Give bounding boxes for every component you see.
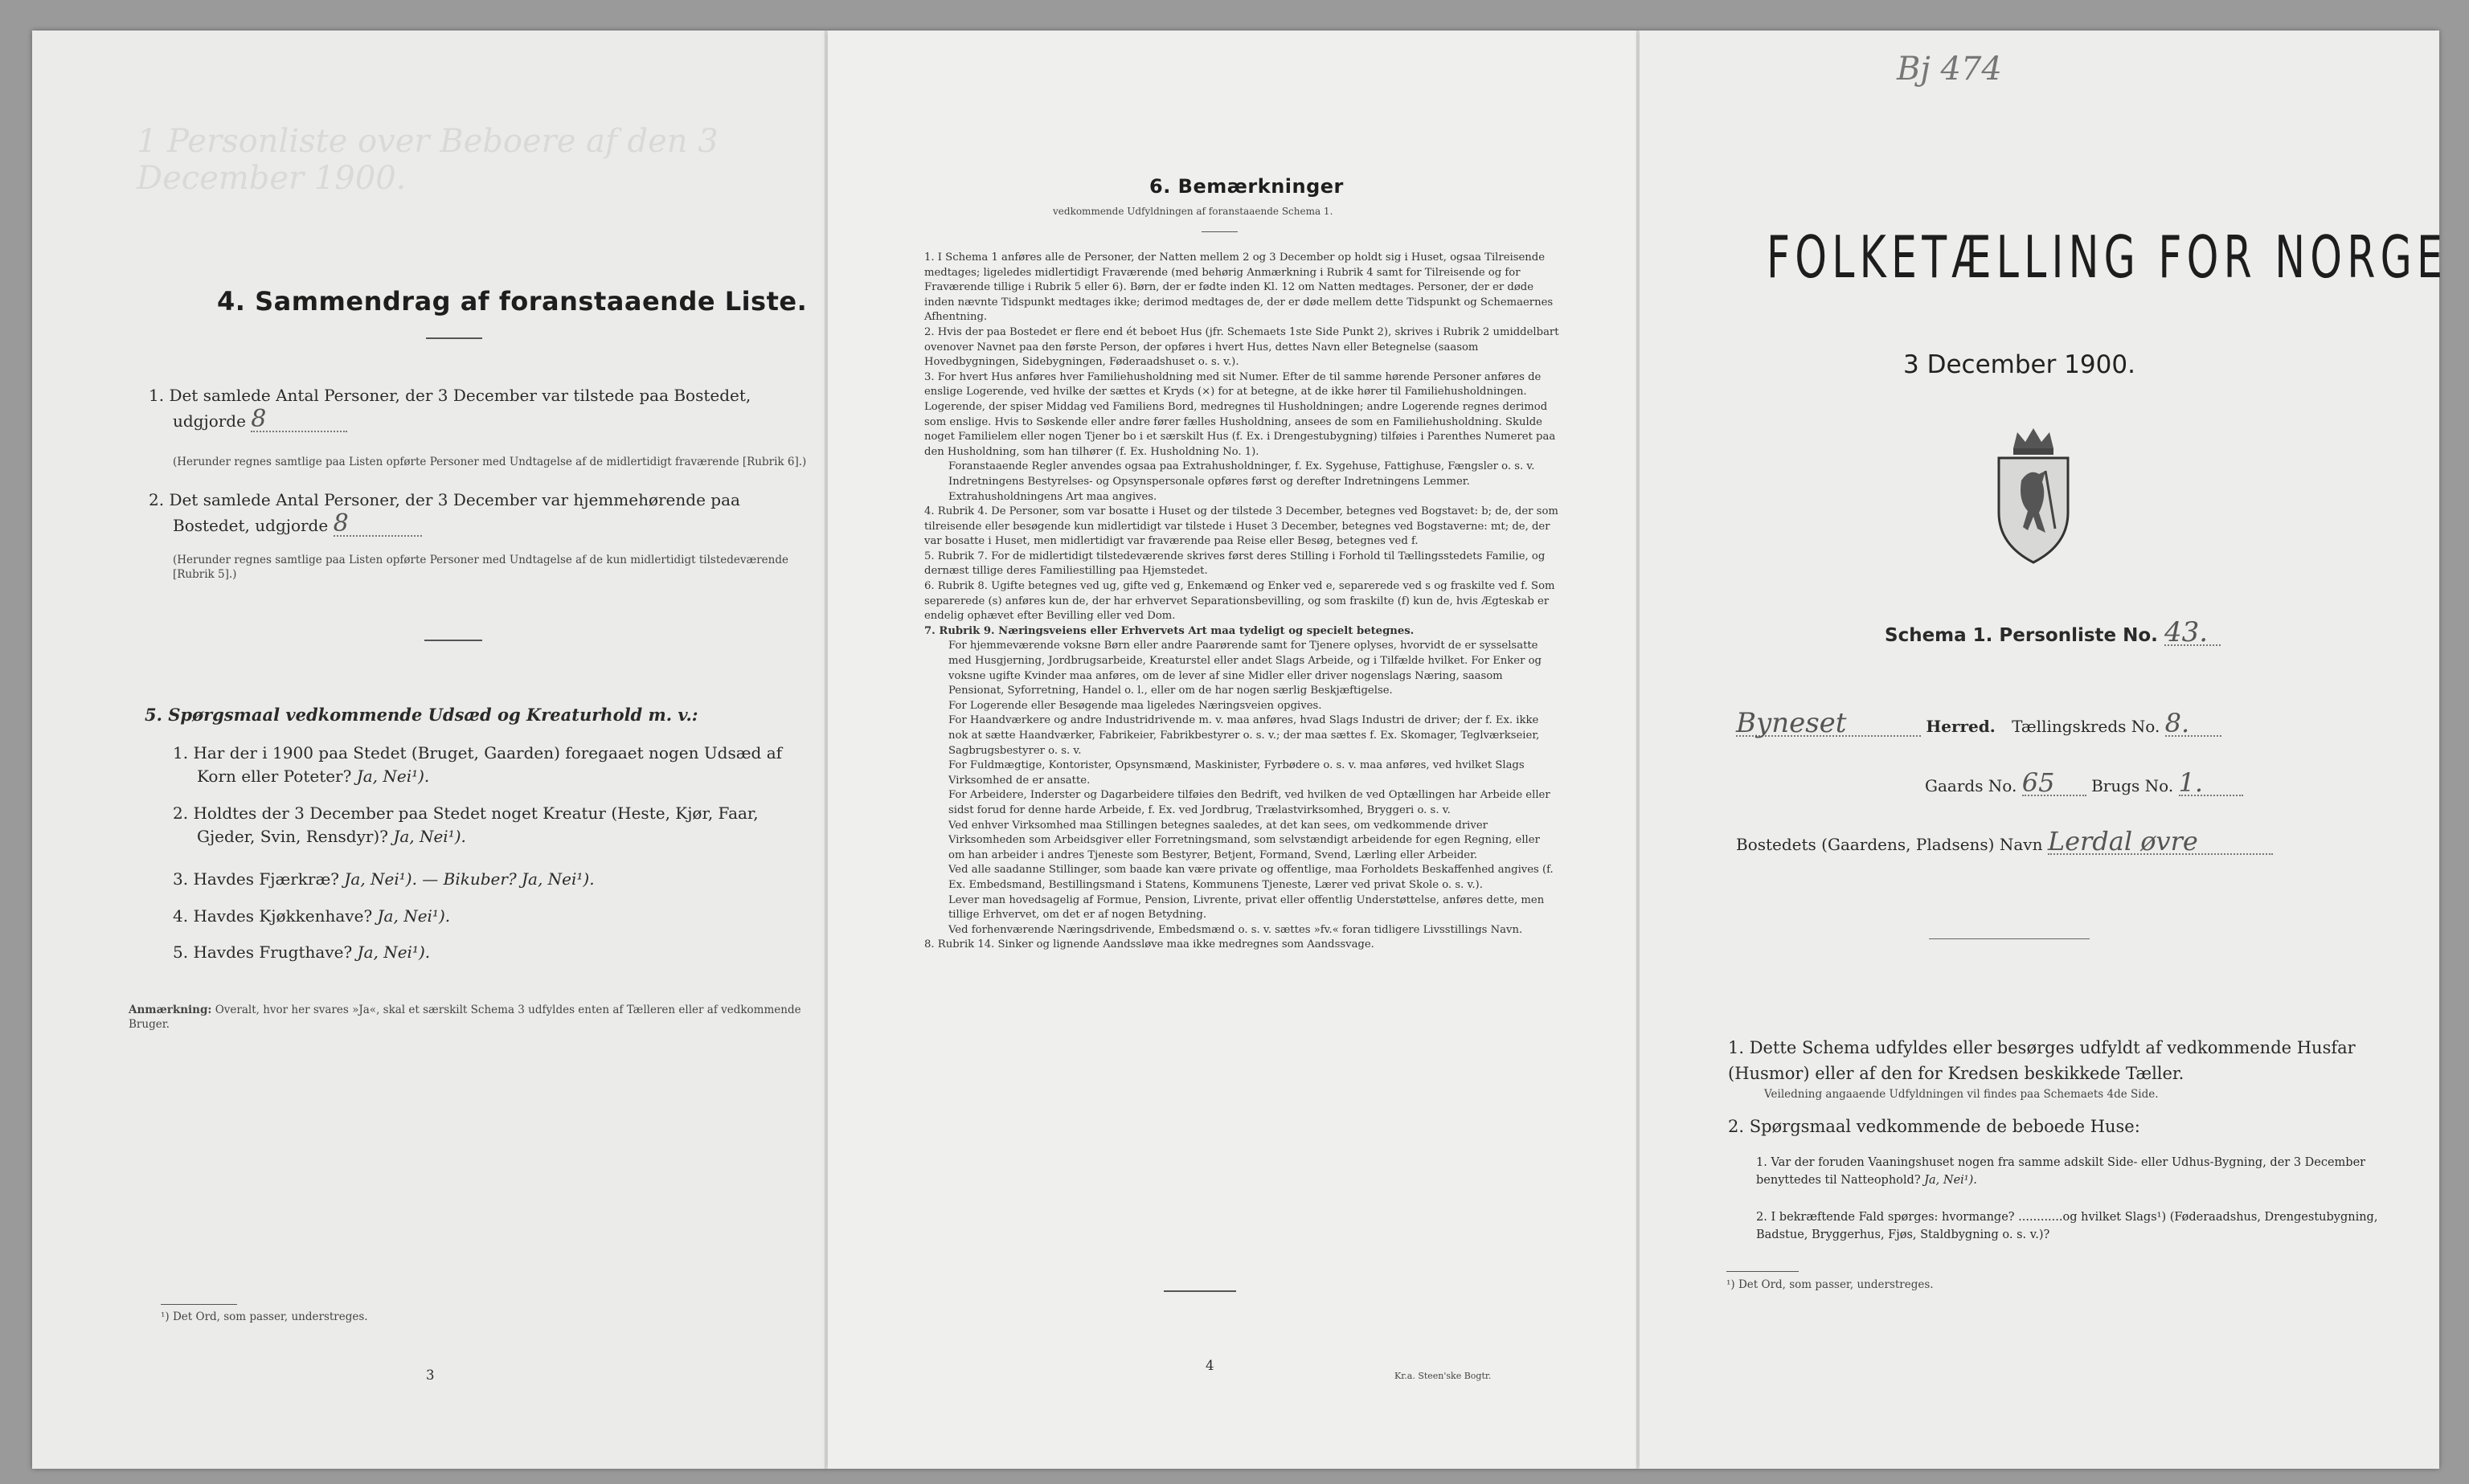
resident-count-value: 8 bbox=[334, 512, 422, 537]
archive-mark: Bj 474 bbox=[1897, 51, 2002, 88]
page-4 bbox=[828, 31, 1640, 1469]
present-count-value: 8 bbox=[251, 407, 347, 432]
census-title: FOLKETÆLLING FOR NORGE bbox=[1767, 223, 2448, 291]
remark-item: Ved alle saadanne Stillinger, som baade kan være private og offentlige, maa Forholdets Beskaffenhed angives (f. Ex. Embedsmand, Bestillingsmand i Statens, Kommunens Tjeneste, Lærer ved privat Skole o. s. v.). bbox=[948, 864, 1554, 891]
question-1: 1. Har der i 1900 paa Stedet (Bruget, Gaarden) foregaaet nogen Udsæd af Korn eller Poteter? Ja, Nei¹). bbox=[173, 743, 783, 786]
divider bbox=[1202, 231, 1238, 232]
census-date: 3 December 1900. bbox=[1903, 350, 2135, 379]
question-5: 5. Havdes Frugthave? Ja, Nei¹). bbox=[173, 942, 431, 962]
remarks-subtitle: vedkommende Udfyldningen af foranstaaende Schema 1. bbox=[1053, 206, 1333, 217]
herred-value: Byneset bbox=[1736, 712, 1921, 737]
summary-item-1: 1. Det samlede Antal Personer, der 3 December var tilstede paa Bostedet, udgjorde 8 bbox=[149, 386, 751, 433]
annotation-note: Anmærkning: Overalt, hvor her svares »Ja«, skal et særskilt Schema 3 udfyldes enten af Tælleren eller af vedkommende Bruger. bbox=[129, 1004, 801, 1031]
remark-item: For Logerende eller Besøgende maa ligeledes Næringsveien opgives. bbox=[948, 699, 1322, 712]
divider bbox=[426, 337, 482, 339]
section-5-title: 5. Spørgsmaal vedkommende Udsæd og Kreaturhold m. v.: bbox=[145, 705, 698, 725]
remark-item: 4. Rubrik 4. De Personer, som var bosatte i Huset og der tilstede 3 December, betegnes ved Bogstavet: b; de, der som tilreisende eller besøgende kun midlertidigt var tilstede i Huset 3 December, betegnes ved Bogstaverne: mt; de, der var bosatte i Huset, men midlertidigt var fraværende paa Reise eller Besøg, betegnes ved f. bbox=[924, 505, 1558, 548]
footnote-rule bbox=[1726, 1271, 1799, 1272]
remark-item: 1. I Schema 1 anføres alle de Personer, der Natten mellem 2 og 3 December op holdt sig i Huset, ogsaa Tilreisende medtages; ligeledes midlertidigt Fraværende (med behørig Anmærkning i Rubrik 4 samt for Tilreisende og for Fraværende tillige i Rubrik 5 eller 6). Børn, der er fødte inden Kl. 12 om Natten medtages. Personer, der er døde inden nævnte Tidspunkt medtages ikke; derimod medtages de, der er døde mellem dette Tidspunkt og Schemaernes Afhentning. bbox=[924, 251, 1554, 324]
instruction-1-note: Veiledning angaaende Udfyldningen vil findes paa Schemaets 4de Side. bbox=[1764, 1088, 2159, 1101]
instruction-2-question-1: 1. Var der foruden Vaaningshuset nogen fra samme adskilt Side- eller Udhus-Bygning, der 3 December benyttedes til Natteophold? Ja, Nei¹). bbox=[1756, 1156, 2366, 1187]
page-1-cover bbox=[1640, 31, 2448, 1469]
section-4-title: 4. Sammendrag af foranstaaende Liste. bbox=[217, 286, 808, 317]
footnote: ¹) Det Ord, som passer, understreges. bbox=[1726, 1278, 1934, 1291]
remark-item: For Haandværkere og andre Industridrivende m. v. maa anføres, hvad Slags Industri de driver; der f. Ex. ikke nok at sætte Haandværker, Fabrikeier, Fabrikbestyrer o. s. v.; der maa sættes f. Ex. Skomager, Teglværkseier, Sagbrugsbestyrer o. s. v. bbox=[948, 714, 1540, 757]
remark-item: Ved forhenværende Næringsdrivende, Embedsmænd o. s. v. sættes »fv.« foran tidligere Livsstillings Navn. bbox=[948, 923, 1523, 936]
remarks-title: 6. Bemærkninger bbox=[1149, 175, 1344, 198]
remark-item: Lever man hovedsagelig af Formue, Pension, Livrente, privat eller offentlig Understøttelse, anføres dette, men tillige Erhvervet, om det er af nogen Betydning. bbox=[948, 893, 1545, 922]
gaards-value: 65 bbox=[2022, 771, 2086, 796]
divider bbox=[424, 640, 482, 641]
personliste-number: 43. bbox=[2164, 621, 2221, 646]
remark-item: 6. Rubrik 8. Ugifte betegnes ved ug, gifte ved g, Enkemænd og Enker ved e, separerede ved s og fraskilte ved f. Som separerede (s) anføres kun de, der har erhvervet Separationsbevilling, og som fraskilte (f) kun de, hvis Ægteskab er endelig ophævet efter Bevilling eller ved Dom. bbox=[924, 580, 1555, 623]
question-3: 3. Havdes Fjærkræ? Ja, Nei¹). — Bikuber? Ja, Nei¹). bbox=[173, 869, 595, 889]
item-2-note: (Herunder regnes samtlige paa Listen opførte Personer med Undtagelse af de kun midlertidigt tilstedeværende [Rubrik 5].) bbox=[173, 554, 788, 581]
summary-item-2: 2. Det samlede Antal Personer, der 3 December var hjemmehørende paa Bostedet, udgjorde 8 bbox=[149, 490, 740, 538]
ghost-header: 1 Personliste over Beboere af den 3 December 1900. bbox=[137, 123, 719, 197]
gaards-line: Gaards No. 65 Brugs No. 1. bbox=[1925, 771, 2407, 798]
remark-item: 2. Hvis der paa Bostedet er flere end ét beboet Hus (jfr. Schemaets 1ste Side Punkt 2), skrives i Rubrik 2 umiddelbart ovenover Navnet paa den første Person, der opføres i hvert Hus, dettes Navn eller Betegnelse (saasom Hovedbygningen, Sidebygningen, Føderaadshuset o. s. v.). bbox=[924, 325, 1559, 369]
remark-item: Foranstaaende Regler anvendes ogsaa paa Extrahusholdninger, f. Ex. Sygehuse, Fattighuse, Fængsler o. s. v. Indretningens Bestyrelses- og Opsynspersonale opføres først og derefter Indretningens Lemmer. Extrahusholdningens Art maa angives. bbox=[948, 460, 1535, 503]
remark-item: Ved enhver Virksomhed maa Stillingen betegnes saaledes, at det kan sees, om vedkommende driver Virksomheden som Arbeidsgiver eller Forretningsmand, som selvstændigt arbeidende for egen Regning, eller om han arbeider i andres Tjeneste som Bestyrer, Betjent, Formand, Svend, Lærling eller Arbeider. bbox=[948, 819, 1540, 861]
question-2: 2. Holdtes der 3 December paa Stedet noget Kreatur (Heste, Kjør, Faar, Gjeder, Svin, Rensdyr)? Ja, Nei¹). bbox=[173, 803, 759, 846]
remark-item: 8. Rubrik 14. Sinker og lignende Aandssløve maa ikke medregnes som Aandssvage. bbox=[924, 938, 1374, 951]
question-4: 4. Havdes Kjøkkenhave? Ja, Nei¹). bbox=[173, 906, 451, 926]
page-number: 4 bbox=[1206, 1358, 1214, 1373]
footnote-rule bbox=[161, 1304, 237, 1305]
coat-of-arms-icon bbox=[1989, 424, 2078, 569]
remark-item: 3. For hvert Hus anføres hver Familiehusholdning med sit Numer. Efter de til samme hørende Personer anføres de enslige Logerende, ved hvilke der sættes et Kryds (×) for at betegne, at de ikke hører til Familiehusholdningen. Logerende, der spiser Middag ved Familiens Bord, medregnes til Husholdningen; andre Logerende regnes derimod som enslige. Hvis to Søskende eller andre fører fælles Husholdning, ansees de som en Familiehusholdning. Skulde noget Familielem eller nogen Tjener bo i et særskilt Hus (f. Ex. i Drengestubygning) tilføies i Parenthes Numeret paa den Husholdning, som han tilhører (f. Ex. Husholdning No. 1). bbox=[924, 370, 1556, 458]
kreds-value: 8. bbox=[2165, 712, 2221, 737]
bosted-value: Lerdal øvre bbox=[2048, 830, 2273, 855]
remark-item: 5. Rubrik 7. For de midlertidigt tilstedeværende skrives først deres Stilling i Forhold til Tællingsstedets Familie, og dernæst tillige deres Familiestilling paa Hjemstedet. bbox=[924, 550, 1546, 578]
remarks-list bbox=[924, 251, 1559, 953]
remark-item: For Fuldmægtige, Kontorister, Opsynsmænd, Maskinister, Fyrbødere o. s. v. maa anføres, ved hvilket Slags Virksomhed de er ansatte. bbox=[948, 759, 1525, 787]
instruction-2-question-2: 2. I bekræftende Fald spørges: hvormange? ............og hvilket Slags¹) (Føderaadshus, Drengestubygning, Badstue, Bryggerhus, Fjøs, Staldbygning o. s. v.)? bbox=[1756, 1211, 2378, 1241]
page-3 bbox=[32, 31, 828, 1469]
divider bbox=[1164, 1290, 1236, 1292]
brugs-value: 1. bbox=[2179, 771, 2243, 796]
printer-mark: Kr.a. Steen'ske Bogtr. bbox=[1394, 1371, 1492, 1381]
item-1-note: (Herunder regnes samtlige paa Listen opførte Personer med Undtagelse af de midlertidigt fraværende [Rubrik 6].) bbox=[173, 456, 807, 468]
bosted-line: Bostedets (Gaardens, Pladsens) Navn Lerdal øvre bbox=[1736, 830, 2427, 856]
remark-item: For hjemmeværende voksne Børn eller andre Paarørende samt for Tjenere oplyses, hvorvidt de er sysselsatte med Husgjerning, Jordbrugsarbeide, Kreaturstel eller andet Slags Arbeide, og i Tilfælde hvilket. For Enker og voksne ugifte Kvinder maa anføres, om de lever af sine Midler eller driver nogenslags Næring, saasom Pensionat, Syforretning, Handel o. l., eller om de har nogen særlig Beskjæftigelse. bbox=[948, 640, 1542, 697]
footnote: ¹) Det Ord, som passer, understreges. bbox=[161, 1310, 368, 1323]
schema-line: Schema 1. Personliste No. 43. bbox=[1885, 621, 2221, 648]
remark-item: 7. Rubrik 9. Næringsveiens eller Erhvervets Art maa tydeligt og specielt betegnes. bbox=[924, 624, 1415, 637]
herred-line: Byneset Herred. Tællingskreds No. 8. bbox=[1736, 712, 2427, 738]
page-number: 3 bbox=[426, 1367, 435, 1383]
instruction-2: 2. Spørgsmaal vedkommende de beboede Huse: bbox=[1728, 1117, 2140, 1136]
divider bbox=[1929, 938, 2090, 939]
instruction-1: 1. Dette Schema udfyldes eller besørges udfyldt af vedkommende Husfar (Husmor) eller af den for Kredsen beskikkede Tæller. bbox=[1728, 1038, 2356, 1083]
remark-item: For Arbeidere, Inderster og Dagarbeidere tilføies den Bedrift, ved hvilken de ved Optællingen har Arbeide eller sidst forud for denne harde Arbeide, f. Ex. ved Jordbrug, Trælastvirksomhed, Bryggeri o. s. v. bbox=[948, 789, 1550, 816]
